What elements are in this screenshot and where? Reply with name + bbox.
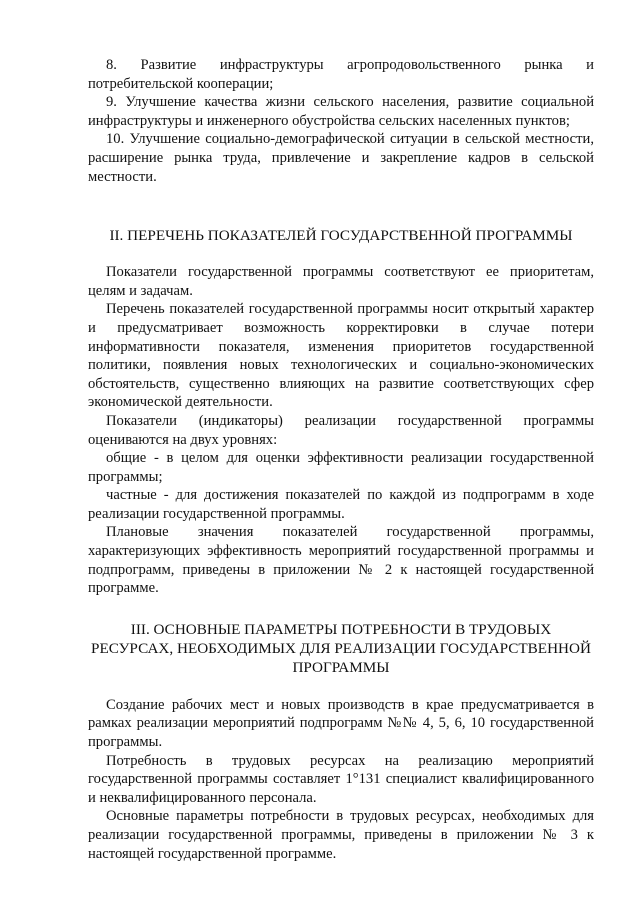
- section-3-paragraph: Основные параметры потребности в трудовых ресурсах, необходимых для реализации государственной программы, приведены в приложении № 3 к настоящей государственной программе.: [88, 808, 594, 862]
- intro-item-10: 10. Улучшение социально-демографической ситуации в сельской местности, расширение рынка труда, привлечение и закрепление кадров в сельской местности.: [88, 131, 594, 185]
- intro-item-9: 9. Улучшение качества жизни сельского населения, развитие социальной инфраструктуры и инженерного обустройства сельских населенных пунктов;: [88, 94, 594, 129]
- section-2-paragraph: Перечень показателей государственной программы носит открытый характер и предусматривает возможность корректировки в случае потери информативности показателя, изменения приоритетов государственной политики, появления новых технологических и социально-экономических обстоятельств, существенно влияющих на развитие соответствующих сфер экономической деятельности.: [88, 301, 594, 411]
- section-2-paragraph: Показатели государственной программы соответствуют ее приоритетам, целям и задачам.: [88, 264, 594, 299]
- intro-list: [88, 56, 594, 186]
- section-3-body: [88, 696, 594, 863]
- section-2-body: [88, 263, 594, 598]
- section-2-paragraph: общие - в целом для оценки эффективности реализации государственной программы;: [88, 450, 594, 485]
- section-2-heading: II. ПЕРЕЧЕНЬ ПОКАЗАТЕЛЕЙ ГОСУДАРСТВЕННОЙ ПРОГРАММЫ: [109, 227, 573, 245]
- intro-item-8: 8. Развитие инфраструктуры агропродовольственного рынка и потребительской кооперации;: [88, 57, 594, 92]
- section-3-heading: III. ОСНОВНЫЕ ПАРАМЕТРЫ ПОТРЕБНОСТИ В ТРУДОВЫХ РЕСУРСАХ, НЕОБХОДИМЫХ ДЛЯ РЕАЛИЗАЦИИ ГОСУДАРСТВЕННОЙ ПРОГРАММЫ: [91, 620, 591, 676]
- section-2-paragraph: Показатели (индикаторы) реализации государственной программы оцениваются на двух уровнях:: [88, 412, 594, 448]
- section-3-paragraph: Потребность в трудовых ресурсах на реализацию мероприятий государственной программы составляет 1°131 специалист квалифицированного и неквалифицированного персонала.: [88, 752, 594, 806]
- section-2-paragraph: частные - для достижения показателей по каждой из подпрограмм в ходе реализации государственной программы.: [88, 487, 594, 522]
- section-3-paragraph: Создание рабочих мест и новых производств в крае предусматривается в рамках реализации мероприятий подпрограмм №№ 4, 5, 6, 10 государственной программы.: [88, 696, 594, 751]
- section-2-paragraph: Плановые значения показателей государственной программы, характеризующих эффективность мероприятий государственной программы и подпрограмм, приведены в приложении № 2 к настоящей государственной программе.: [88, 524, 594, 597]
